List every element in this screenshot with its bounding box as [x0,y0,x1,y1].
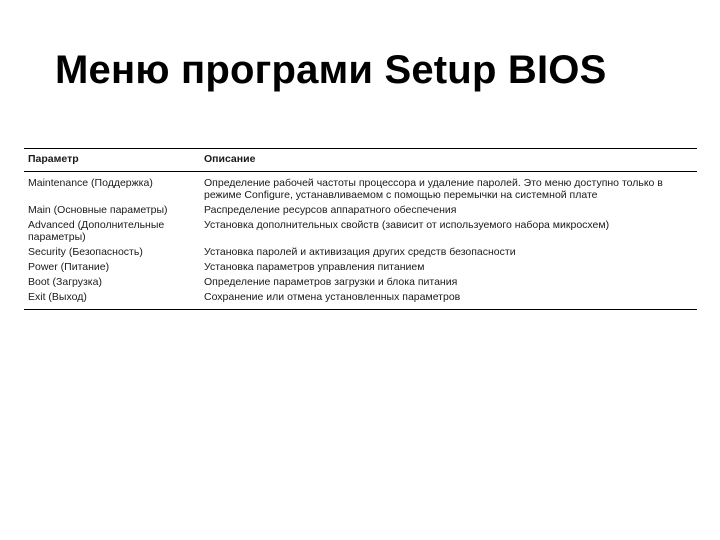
description-cell: Установка паролей и активизация других средств безопасности [204,246,516,258]
table-row [24,260,697,275]
table-row [24,203,697,218]
description-cell: Установка параметров управления питанием [204,261,425,273]
description-cell: Сохранение или отмена установленных параметров [204,291,461,303]
bios-setup-menu-table [24,148,697,310]
table-row [24,218,697,245]
column-header-parameter: Параметр [28,153,79,165]
table-header [24,149,697,172]
table-row [24,290,697,310]
parameter-cell: Power (Питание) [28,261,110,273]
table-row [24,245,697,260]
description-cell: Распределение ресурсов аппаратного обеспечения [204,204,457,216]
parameter-cell: Security (Безопасность) [28,246,143,258]
column-header-description: Описание [204,153,256,165]
table-header-row [24,149,697,172]
parameter-cell: Boot (Загрузка) [28,276,102,288]
parameter-cell: Main (Основные параметры) [28,204,168,216]
description-cell: Определение параметров загрузки и блока питания [204,276,458,288]
slide-title: Меню програми Setup BIOS [55,48,607,92]
description-cell: Определение рабочей частоты процессора и удаление паролей. Это меню доступно только в режиме Configure, устанавливаемом с помощью перемычки на системной плате [204,177,663,201]
parameter-cell: Exit (Выход) [28,291,87,303]
table-row [24,275,697,290]
description-cell: Установка дополнительных свойств (зависит от используемого набора микросхем) [204,219,610,231]
parameter-cell: Advanced (Дополнительные параметры) [28,219,165,243]
parameter-cell: Maintenance (Поддержка) [28,177,153,189]
table-row [24,172,697,204]
table-body [24,172,697,310]
